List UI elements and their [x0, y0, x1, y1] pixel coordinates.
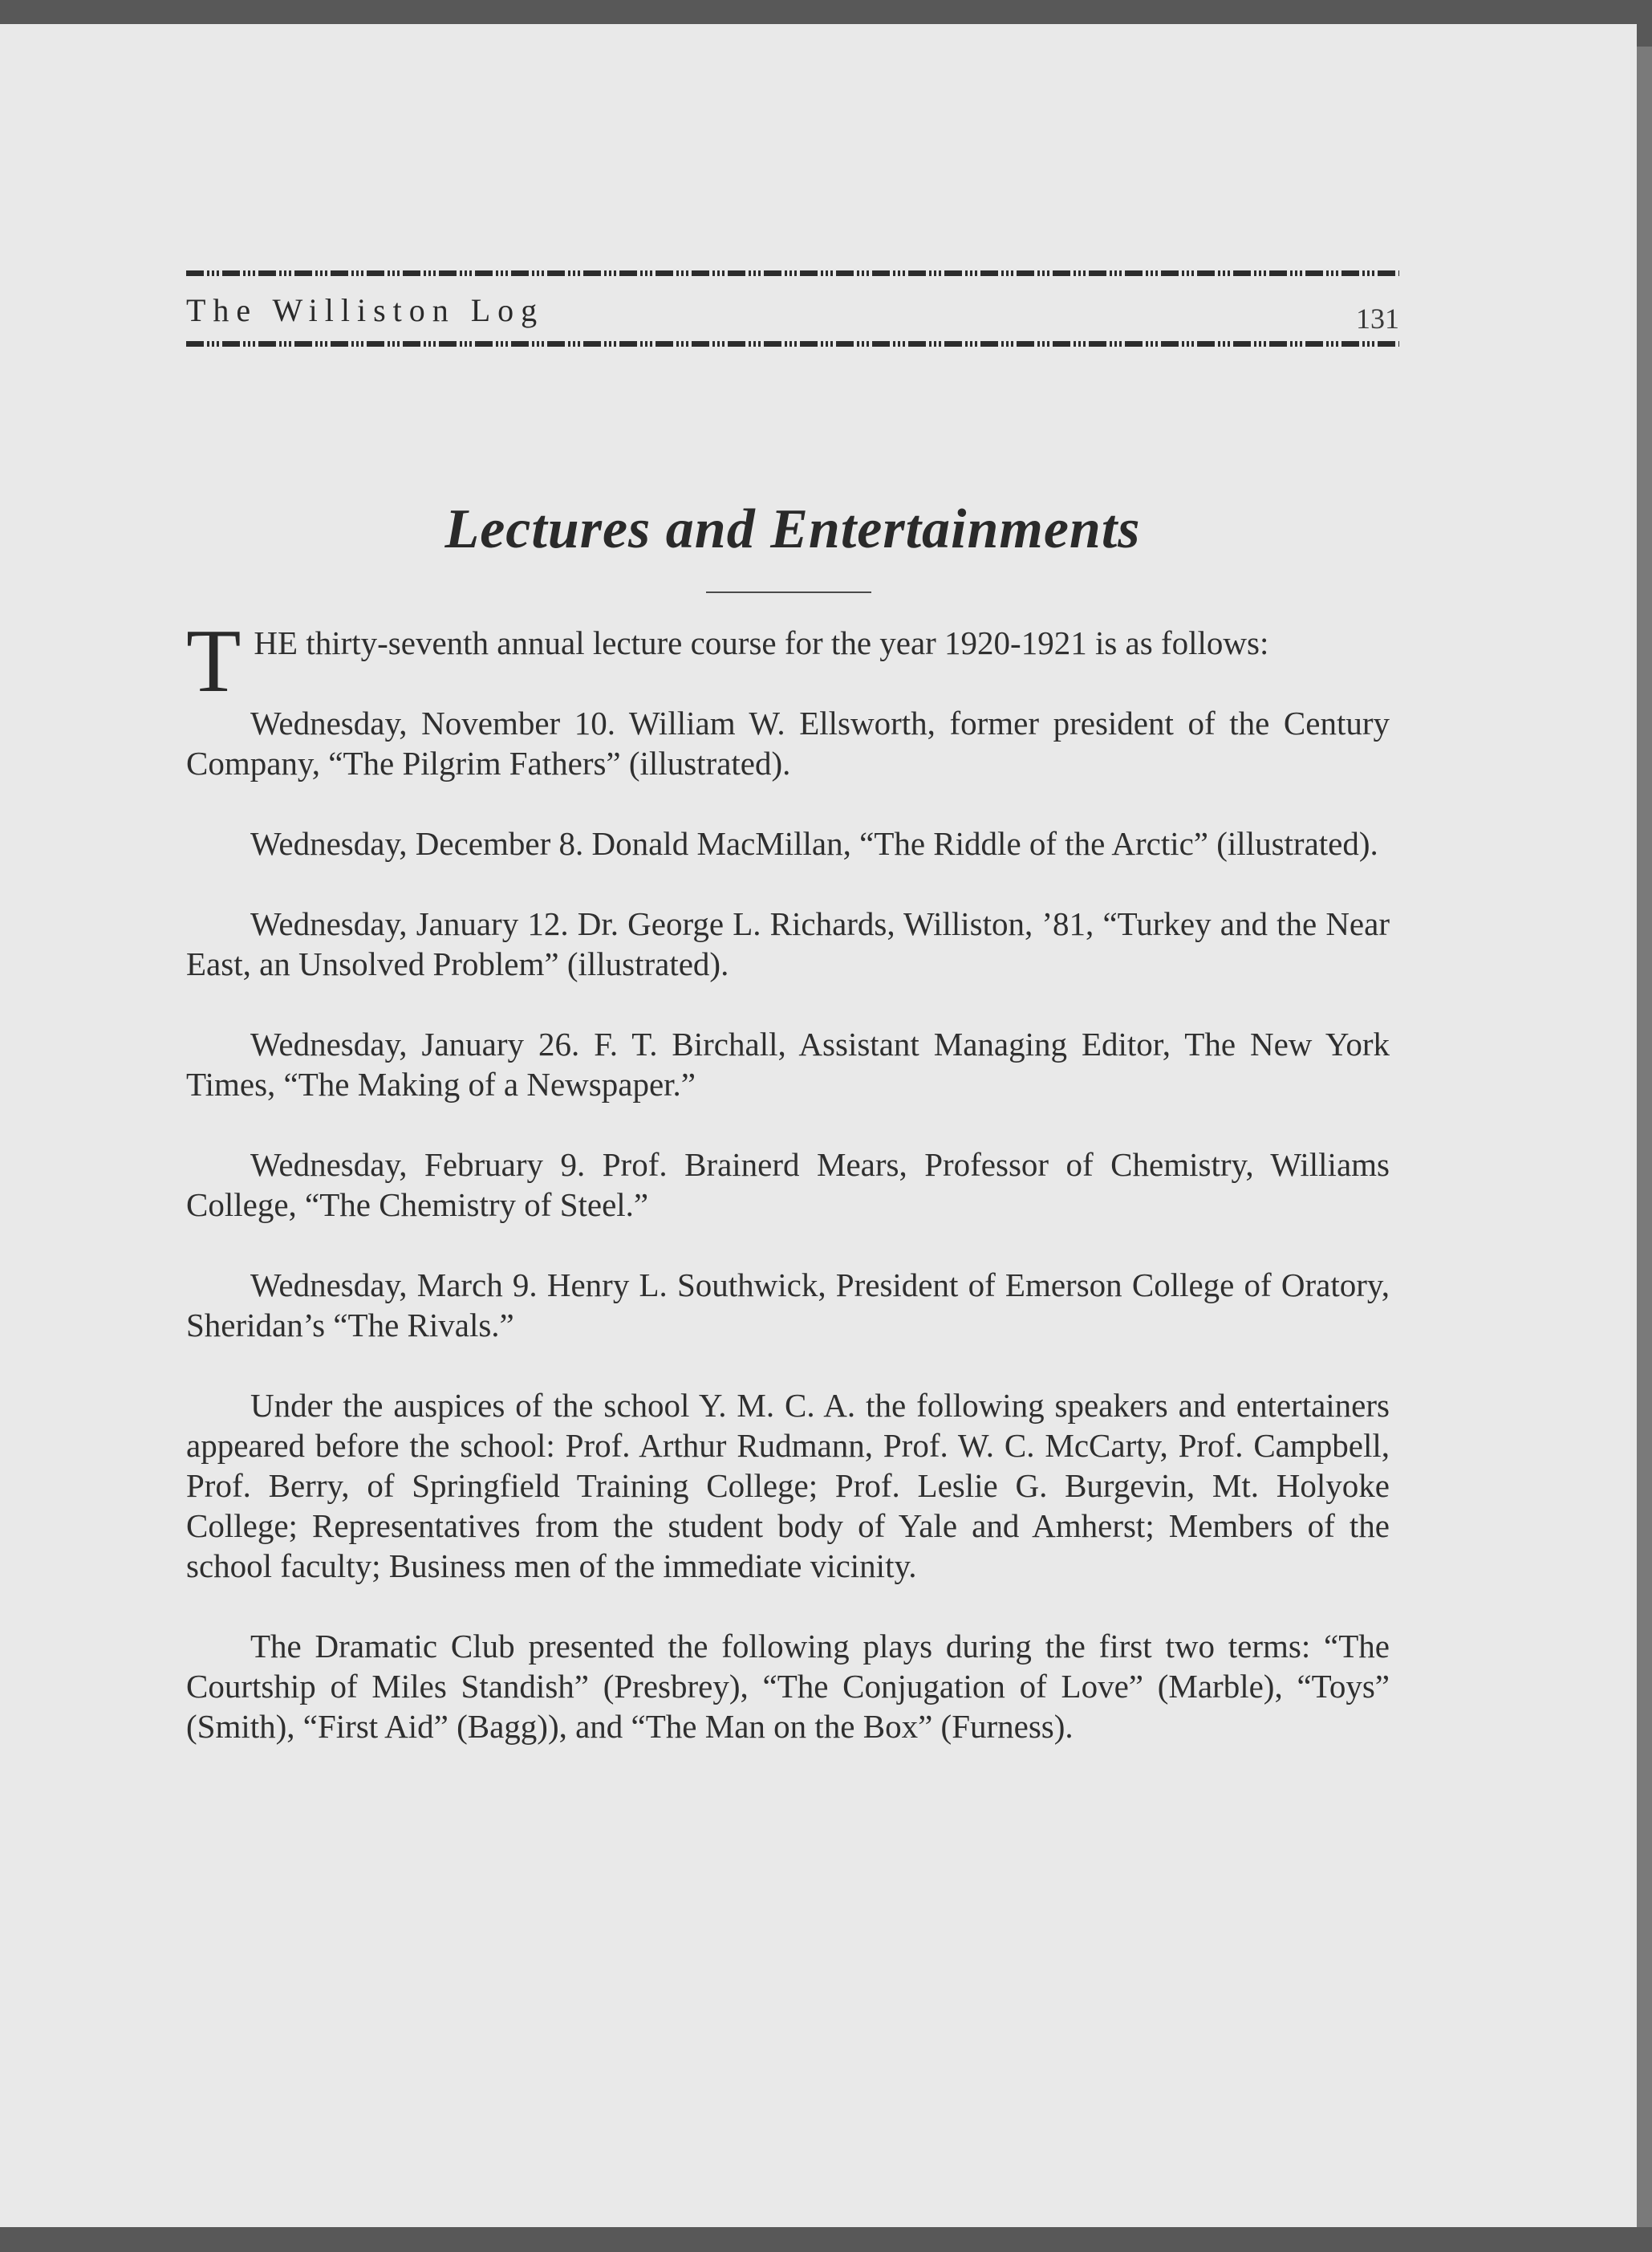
page-number: 131 — [1356, 303, 1399, 335]
dramatic-club-paragraph: The Dramatic Club presented the following plays during the first two terms: “The Courtship of Miles Standish” (Presbrey), “The Conjugation of Love” (Marble), “Toys” (Smith), “First Aid” (Bagg)), and “The Man on the Box” (Furness). — [186, 1628, 1390, 1745]
header-rule-bottom — [186, 341, 1399, 347]
lecture-entry: Wednesday, January 12. Dr. George L. Richards, Williston, ’81, “Turkey and the Near East, an Unsolved Problem” (illustrated). — [186, 905, 1390, 982]
running-header — [186, 270, 1399, 364]
lecture-entry: Wednesday, February 9. Prof. Brainerd Mears, Professor of Chemistry, Williams College, “The Chemistry of Steel.” — [186, 1146, 1390, 1223]
running-title: The Williston Log — [186, 292, 545, 328]
lecture-entry: Wednesday, March 9. Henry L. Southwick, President of Emerson College of Oratory, Sheridan’s “The Rivals.” — [186, 1266, 1390, 1343]
lecture-entry: Wednesday, November 10. William W. Ellsworth, former president of the Century Company, “The Pilgrim Fathers” (illustrated). — [186, 705, 1390, 782]
title-divider — [706, 591, 871, 593]
page-title: Lectures and Entertainments — [444, 498, 1141, 560]
lecture-entry: Wednesday, January 26. F. T. Birchall, Assistant Managing Editor, The New York Times, “The Making of a Newspaper.” — [186, 1026, 1390, 1103]
intro-text: HE thirty-seventh annual lecture course for the year 1920-1921 is as follows: — [254, 624, 1269, 661]
drop-cap: T — [186, 612, 242, 711]
intro-paragraph — [186, 612, 1390, 711]
lecture-entry: Wednesday, December 8. Donald MacMillan, “The Riddle of the Arctic” (illustrated). — [250, 825, 1378, 862]
article-body — [186, 612, 1390, 1787]
page-edge — [1637, 47, 1652, 2227]
header-rule-top — [186, 270, 1399, 276]
ymca-paragraph: Under the auspices of the school Y. M. C. A. the following speakers and entertainers appeared before the school: Prof. Arthur Rudmann, Prof. W. C. McCarty, Prof. Campbell, Prof. Berry, of Springfield Training College; Prof. Leslie G. Burgevin, Mt. Holyoke College; Representatives from the student body of Yale and Amherst; Members of the school faculty; Business men of the immediate vicinity. — [186, 1387, 1390, 1584]
